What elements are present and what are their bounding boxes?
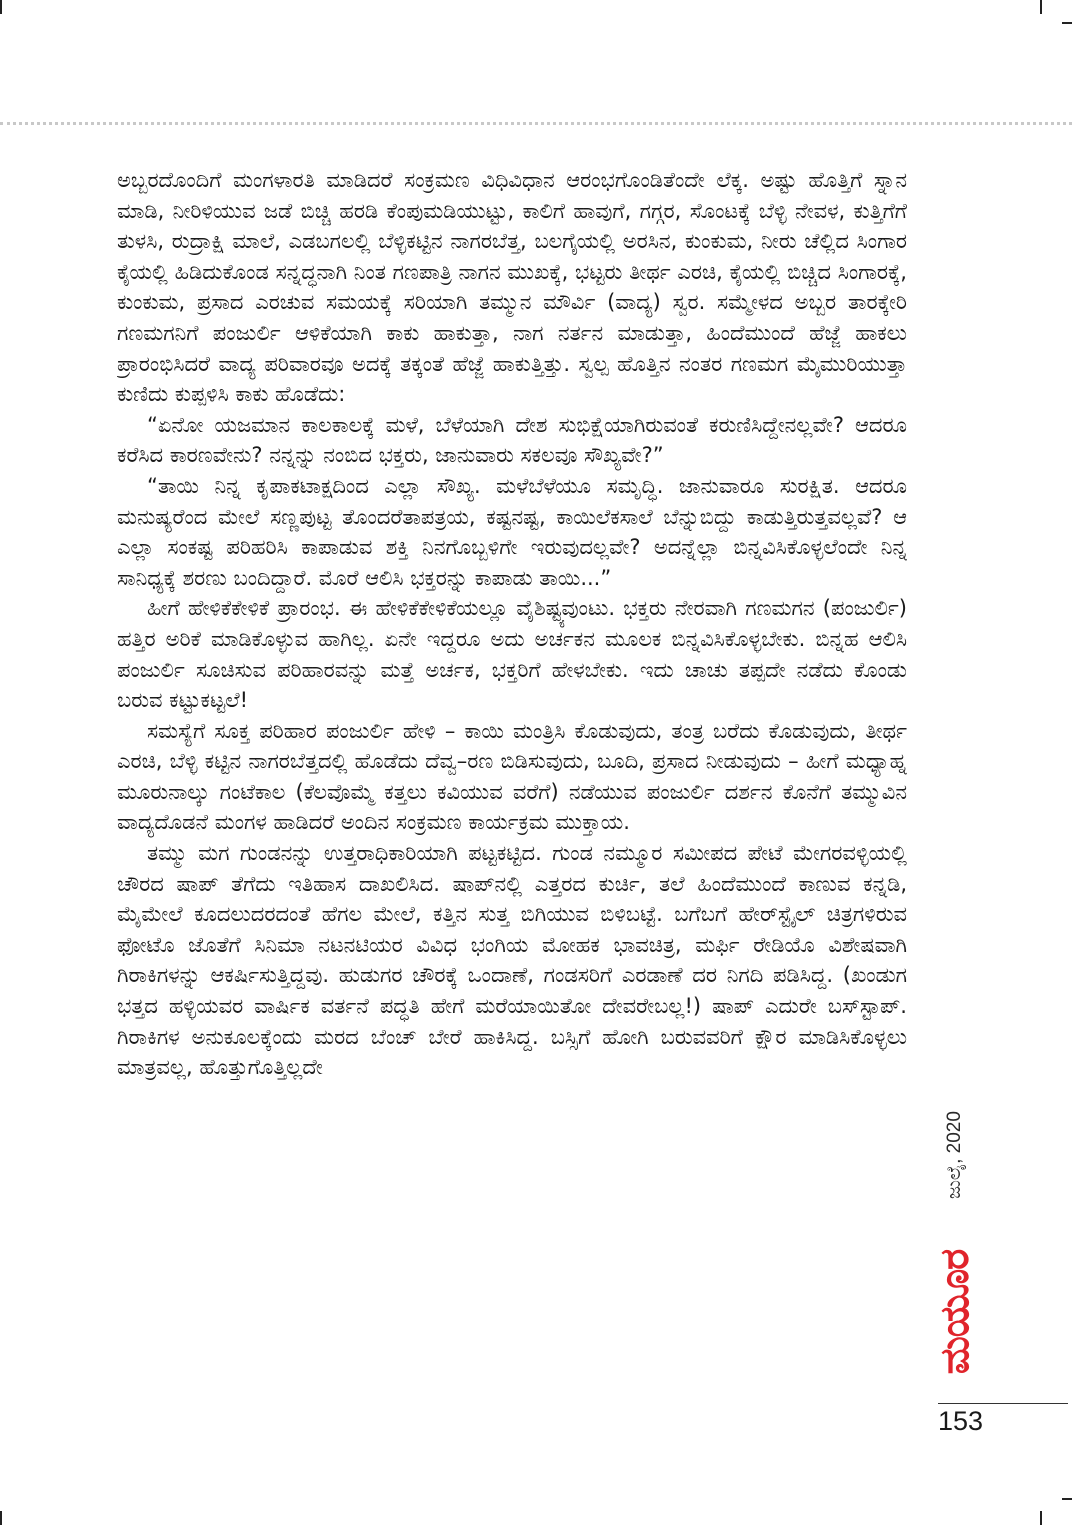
article-paragraph: ಸಮಸ್ಯೆಗೆ ಸೂಕ್ತ ಪರಿಹಾರ ಪಂಜುರ್ಲಿ ಹೇಳಿ – ಕಾಯಿ ಮಂತ್ರಿಸಿ ಕೊಡುವುದು, ತಂತ್ರ ಬರೆದು ಕೊಡುವುದು, ತೀರ್ಥ ಎರಚಿ, ಬೆಳ್ಳಿ ಕಟ್ಟಿನ ನಾಗರಬೆತ್ತದಲ್ಲಿ ಹೊಡೆದು ದೆವ್ವ–ರಣ ಬಿಡಿಸುವುದು, ಬೂದಿ, ಪ್ರಸಾದ ನೀಡುವುದು – ಹೀಗೆ ಮಧ್ಯಾಹ್ನ ಮೂರುನಾಲ್ಕು ಗಂಟೆಕಾಲ (ಕೆಲವೊಮ್ಮೆ ಕತ್ತಲು ಕವಿಯುವ ವರೆಗೆ) ನಡೆಯುವ ಪಂಜುರ್ಲಿ ದರ್ಶನ ಕೊನೆಗೆ ತಮ್ಮುವಿನ ವಾದ್ಯದೊಡನೆ ಮಂಗಳ ಹಾಡಿದರೆ ಅಂದಿನ ಸಂಕ್ರಮಣ ಕಾರ್ಯಕ್ರಮ ಮುಕ್ತಾಯ. bbox=[117, 718, 907, 835]
crop-mark-bottom-left bbox=[0, 1511, 2, 1525]
article-paragraph: “ತಾಯಿ ನಿನ್ನ ಕೃಪಾಕಟಾಕ್ಷದಿಂದ ಎಲ್ಲಾ ಸೌಖ್ಯ. ಮಳೆಬೆಳೆಯೂ ಸಮೃದ್ಧಿ. ಜಾನುವಾರೂ ಸುರಕ್ಷಿತ. ಆದರೂ ಮನುಷ್ಯರೆಂದ ಮೇಲೆ ಸಣ್ಣಪುಟ್ಟ ತೊಂದರೆತಾಪತ್ರಯ, ಕಷ್ಟನಷ್ಟ, ಕಾಯಿಲೆಕಸಾಲೆ ಬೆನ್ನುಬಿದ್ದು ಕಾಡುತ್ತಿರುತ್ತವಲ್ಲವೆ? ಆ ಎಲ್ಲಾ ಸಂಕಷ್ಟ ಪರಿಹರಿಸಿ ಕಾಪಾಡುವ ಶಕ್ತಿ ನಿನಗೊಬ್ಬಳಿಗೇ ಇರುವುದಲ್ಲವೇ? ಅದನ್ನೆಲ್ಲಾ ಬಿನ್ನವಿಸಿಕೊಳ್ಳಲೆಂದೇ ನಿನ್ನ ಸಾನಿಧ್ಯಕ್ಕೆ ಶರಣು ಬಂದಿದ್ದಾರೆ. ಮೊರೆ ಆಲಿಸಿ ಭಕ್ತರನ್ನು ಕಾಪಾಡು ತಾಯಿ...” bbox=[117, 473, 907, 590]
issue-date-text: ಜುಲೈ, 2020 bbox=[944, 1111, 965, 1199]
crop-mark-right-lower bbox=[1062, 1498, 1072, 1500]
crop-mark-bottom-right bbox=[1040, 1511, 1042, 1525]
crop-mark-top-right bbox=[1040, 0, 1042, 14]
magazine-logo-text: ಮಯೂರ bbox=[932, 1249, 978, 1375]
crop-mark-top-left bbox=[0, 0, 2, 14]
article-body bbox=[117, 165, 907, 1435]
page-number-rule bbox=[938, 1403, 1068, 1404]
article-paragraph: ತಮ್ಮು ಮಗ ಗುಂಡನನ್ನು ಉತ್ತರಾಧಿಕಾರಿಯಾಗಿ ಪಟ್ಟಕಟ್ಟಿದ. ಗುಂಡ ನಮ್ಮೂರ ಸಮೀಪದ ಪೇಟೆ ಮೇಗರವಳ್ಳಿಯಲ್ಲಿ ಚೌರದ ಷಾಪ್ ತೆಗೆದು ಇತಿಹಾಸ ದಾಖಲಿಸಿದ. ಷಾಪ್‌ನಲ್ಲಿ ಎತ್ತರದ ಕುರ್ಚಿ, ತಲೆ ಹಿಂದೆಮುಂದೆ ಕಾಣುವ ಕನ್ನಡಿ, ಮೈಮೇಲೆ ಕೂದಲುದರದಂತೆ ಹೆಗಲ ಮೇಲೆ, ಕತ್ತಿನ ಸುತ್ತ ಬಿಗಿಯುವ ಬಿಳಿಬಟ್ಟೆ. ಬಗೆಬಗೆ ಹೇರ್‌ಸ್ಟೈಲ್ ಚಿತ್ರಗಳಿರುವ ಫೋಟೊ ಜೊತೆಗೆ ಸಿನಿಮಾ ನಟನಟಿಯರ ವಿವಿಧ ಭಂಗಿಯ ಮೋಹಕ ಭಾವಚಿತ್ರ, ಮರ್ಫಿ ರೇಡಿಯೊ ವಿಶೇಷವಾಗಿ ಗಿರಾಕಿಗಳನ್ನು ಆಕರ್ಷಿಸುತ್ತಿದ್ದವು. ಹುಡುಗರ ಚೌರಕ್ಕೆ ಒಂದಾಣೆ, ಗಂಡಸರಿಗೆ ಎರಡಾಣೆ ದರ ನಿಗದಿ ಪಡಿಸಿದ್ದ. (ಖಂಡುಗ ಭತ್ತದ ಹಳ್ಳಿಯವರ ವಾರ್ಷಿಕ ವರ್ತನೆ ಪದ್ಧತಿ ಹೇಗೆ ಮರೆಯಾಯಿತೋ ದೇವರೇಬಲ್ಲ!) ಷಾಪ್ ಎದುರೇ ಬಸ್‌ಸ್ಟಾಪ್. ಗಿರಾಕಿಗಳ ಅನುಕೂಲಕ್ಕೆಂದು ಮರದ ಬೆಂಚ್ ಬೇರೆ ಹಾಕಿಸಿದ್ದ. ಬಸ್ಸಿಗೆ ಹೋಗಿ ಬರುವವರಿಗೆ ಕ್ಷೌರ ಮಾಡಿಸಿಕೊಳ್ಳಲು ಮಾತ್ರವಲ್ಲ, ಹೊತ್ತುಗೊತ್ತಿಲ್ಲದೇ bbox=[117, 841, 907, 1080]
crop-mark-right-upper bbox=[1062, 22, 1072, 24]
article-paragraph: ಹೀಗೆ ಹೇಳಿಕೆಕೇಳಿಕೆ ಪ್ರಾರಂಭ. ಈ ಹೇಳಿಕೆಕೇಳಿಕೆಯಲ್ಲೂ ವೈಶಿಷ್ಟ್ಯವುಂಟು. ಭಕ್ತರು ನೇರವಾಗಿ ಗಣಮಗನ (ಪಂಜುರ್ಲಿ) ಹತ್ತಿರ ಅರಿಕೆ ಮಾಡಿಕೊಳ್ಳುವ ಹಾಗಿಲ್ಲ. ಏನೇ ಇದ್ದರೂ ಅದು ಅರ್ಚಕನ ಮೂಲಕ ಬಿನ್ನವಿಸಿಕೊಳ್ಳಬೇಕು. ಬಿನ್ನಹ ಆಲಿಸಿ ಪಂಜುರ್ಲಿ ಸೂಚಿಸುವ ಪರಿಹಾರವನ್ನು ಮತ್ತೆ ಅರ್ಚಕ, ಭಕ್ತರಿಗೆ ಹೇಳಬೇಕು. ಇದು ಚಾಚು ತಪ್ಪದೇ ನಡೆದು ಕೊಂಡು ಬರುವ ಕಟ್ಟುಕಟ್ಟಲೆ! bbox=[117, 596, 907, 713]
article-paragraph: “ಏನೋ ಯಜಮಾನ ಕಾಲಕಾಲಕ್ಕೆ ಮಳೆ, ಬೆಳೆಯಾಗಿ ದೇಶ ಸುಭಿಕ್ಷೆಯಾಗಿರುವಂತೆ ಕರುಣಿಸಿದ್ದೇನಲ್ಲವೇ? ಆದರೂ ಕರೆಸಿದ ಕಾರಣವೇನು? ನನ್ನನ್ನು ನಂಬಿದ ಭಕ್ತರು, ಜಾನುವಾರು ಸಕಲವೂ ಸೌಖ್ಯವೇ?” bbox=[117, 412, 907, 468]
article-paragraph: ಅಬ್ಬರದೊಂದಿಗೆ ಮಂಗಳಾರತಿ ಮಾಡಿದರೆ ಸಂಕ್ರಮಣ ವಿಧಿವಿಧಾನ ಆರಂಭಗೊಂಡಿತೆಂದೇ ಲೆಕ್ಕ. ಅಷ್ಟು ಹೊತ್ತಿಗೆ ಸ್ನಾನ ಮಾಡಿ, ನೀರಿಳಿಯುವ ಜಡೆ ಬಿಚ್ಚಿ ಹರಡಿ ಕೆಂಪುಮಡಿಯುಟ್ಟು, ಕಾಲಿಗೆ ಹಾವುಗೆ, ಗಗ್ಗರ, ಸೊಂಟಕ್ಕೆ ಬೆಳ್ಳಿ ನೇವಳ, ಕುತ್ತಿಗೆಗೆ ತುಳಸಿ, ರುದ್ರಾಕ್ಷಿ ಮಾಲೆ, ಎಡಬಗಲಲ್ಲಿ ಬೆಳ್ಳಿಕಟ್ಟಿನ ನಾಗರಬೆತ್ತ, ಬಲಗೈಯಲ್ಲಿ ಅರಸಿನ, ಕುಂಕುಮ, ನೀರು ಚೆಲ್ಲಿದ ಸಿಂಗಾರ ಕೈಯಲ್ಲಿ ಹಿಡಿದುಕೊಂಡ ಸನ್ನದ್ಧನಾಗಿ ನಿಂತ ಗಣಪಾತ್ರಿ ನಾಗನ ಮುಖಕ್ಕೆ, ಭಟ್ಟರು ತೀರ್ಥ ಎರಚಿ, ಕೈಯಲ್ಲಿ ಬಿಚ್ಚಿದ ಸಿಂಗಾರಕ್ಕೆ, ಕುಂಕುಮ, ಪ್ರಸಾದ ಎರಚುವ ಸಮಯಕ್ಕೆ ಸರಿಯಾಗಿ ತಮ್ಮುನ ಮೌರ್ವಿ (ವಾದ್ಯ) ಸ್ವರ. ಸಮ್ಮೇಳದ ಅಬ್ಬರ ತಾರಕ್ಕೇರಿ ಗಣಮಗನಿಗೆ ಪಂಜುರ್ಲಿ ಆಳಿಕೆಯಾಗಿ ಕಾಕು ಹಾಕುತ್ತಾ, ನಾಗ ನರ್ತನ ಮಾಡುತ್ತಾ, ಹಿಂದೆಮುಂದೆ ಹೆಜ್ಜೆ ಹಾಕಲು ಪ್ರಾರಂಭಿಸಿದರೆ ವಾದ್ಯ ಪರಿವಾರವೂ ಅದಕ್ಕೆ ತಕ್ಕಂತೆ ಹೆಜ್ಜೆ ಹಾಕುತ್ತಿತ್ತು. ಸ್ವಲ್ಪ ಹೊತ್ತಿನ ನಂತರ ಗಣಮಗ ಮೈಮುರಿಯುತ್ತಾ ಕುಣಿದು ಕುಪ್ಪಳಿಸಿ ಕಾಕು ಹೊಡೆದು: bbox=[117, 168, 907, 407]
magazine-sidebar bbox=[930, 1090, 980, 1410]
page-number: 153 bbox=[938, 1406, 984, 1436]
issue-date bbox=[930, 1090, 980, 1220]
magazine-logo bbox=[930, 1225, 980, 1400]
header-dotted-rule bbox=[0, 122, 1072, 125]
